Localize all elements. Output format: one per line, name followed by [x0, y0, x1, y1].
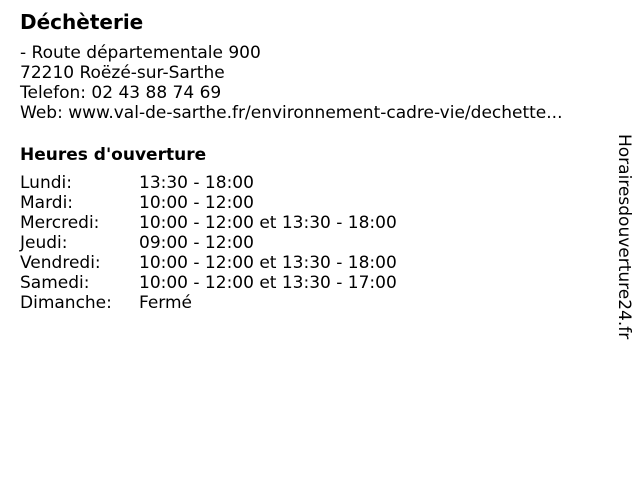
- hours-row-mardi: [20, 193, 397, 213]
- day-hours: 10:00 - 12:00 et 13:30 - 18:00: [139, 213, 397, 233]
- site-watermark: Horairesdouverture24.fr: [614, 134, 634, 340]
- hours-row-dimanche: [20, 293, 397, 313]
- hours-row-jeudi: [20, 233, 397, 253]
- day-label: Mercredi:: [20, 213, 100, 233]
- phone-line: Telefon: 02 43 88 74 69: [20, 83, 222, 103]
- day-label: Samedi:: [20, 273, 90, 293]
- day-hours: Fermé: [139, 293, 193, 313]
- hours-row-vendredi: [20, 253, 397, 273]
- day-label: Dimanche:: [20, 293, 112, 313]
- city-line: 72210 Roëzé-sur-Sarthe: [20, 63, 225, 83]
- day-label: Mardi:: [20, 193, 74, 213]
- hours-heading: Heures d'ouverture: [20, 145, 207, 165]
- street-line: - Route départementale 900: [20, 43, 261, 63]
- hours-row-samedi: [20, 273, 397, 293]
- hours-table: [20, 173, 397, 313]
- day-hours: 10:00 - 12:00 et 13:30 - 18:00: [139, 253, 397, 273]
- day-label: Vendredi:: [20, 253, 101, 273]
- day-hours: 10:00 - 12:00: [139, 193, 254, 213]
- address-block: [20, 43, 562, 123]
- hours-row-mercredi: [20, 213, 397, 233]
- day-hours: 13:30 - 18:00: [139, 173, 254, 193]
- day-hours: 09:00 - 12:00: [139, 233, 254, 253]
- web-line: Web: www.val-de-sarthe.fr/environnement-cadre-vie/dechette...: [20, 103, 563, 123]
- day-label: Lundi:: [20, 173, 72, 193]
- page-title: Déchèterie: [20, 10, 144, 34]
- day-hours: 10:00 - 12:00 et 13:30 - 17:00: [139, 273, 397, 293]
- hours-row-lundi: [20, 173, 397, 193]
- day-label: Jeudi:: [20, 233, 68, 253]
